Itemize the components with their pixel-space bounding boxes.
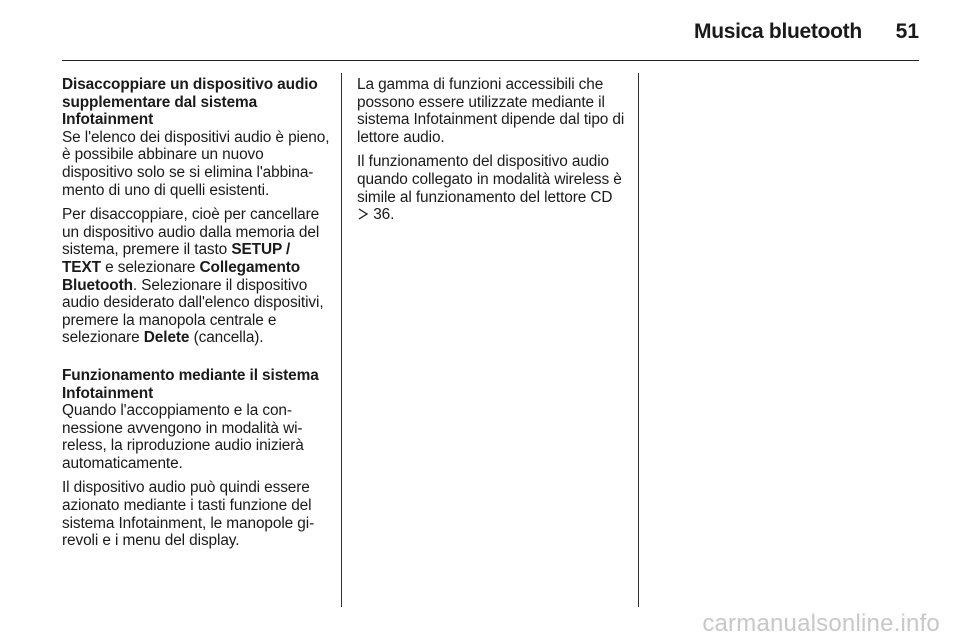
page-reference-arrow-icon (357, 208, 369, 220)
paragraph-cd-reference (357, 153, 625, 223)
column-divider (341, 73, 342, 607)
page-number: 51 (895, 20, 919, 43)
delete-option-label: Delete (143, 329, 190, 347)
column-left (62, 76, 330, 557)
column-divider (638, 73, 639, 607)
paragraph-disconnect-steps (62, 206, 330, 347)
paragraph: Se l'elenco dei dispositivi audio è pieno, è possibile abbinare un nuovo dispositivo solo se si elimina l'abbinamento di uno di quelli esistenti. (62, 128, 330, 199)
text-run: . Selezionare il dispositivo audio desiderato dall'elenco dispositivi, premere la manopola centrale e selezionare (62, 276, 324, 347)
paragraph: Quando l'accoppiamento e la connessione avvengono in modalità wireless, la riproduzione audio inizierà automaticamente. (62, 402, 304, 472)
paragraph: La gamma di funzioni accessibili che possono essere utilizzate mediante il sistema Infotainment dipende dal tipo di lettore audio. (357, 76, 625, 146)
text-run: . (390, 206, 395, 224)
section-heading-disconnect: Disaccoppiare un dispositivo audio supplementare dal sistema Infotainment (62, 76, 318, 129)
text-run: (cancella). (189, 329, 264, 347)
paragraph: Il dispositivo audio può quindi essere azionato mediante i tasti funzione del sistema Infotainment, le manopole girevoli e i menu del display. (62, 479, 315, 550)
page-reference-number: 36 (373, 206, 391, 224)
bluetooth-connection-menu-label: Collegamento Bluetooth (62, 258, 301, 294)
text-run: e selezionare (100, 258, 200, 276)
page-title: Musica bluetooth (694, 20, 862, 43)
page-header (62, 18, 919, 61)
watermark: carmanualsonline.info (702, 610, 940, 637)
column-right (357, 76, 625, 231)
section-heading-operation: Funzionamento mediante il sistema Infotainment (62, 366, 319, 402)
setup-text-key-label: SETUP / TEXT (62, 241, 291, 276)
text-run: Per disaccoppiare, cioè per cancellare un dispositivo audio dalla memoria del sistema, premere il tasto (62, 206, 320, 259)
text-run: Il funzionamento del dispositivo audio quando collegato in modalità wireless è simile al funzionamento del lettore CD (357, 153, 622, 206)
